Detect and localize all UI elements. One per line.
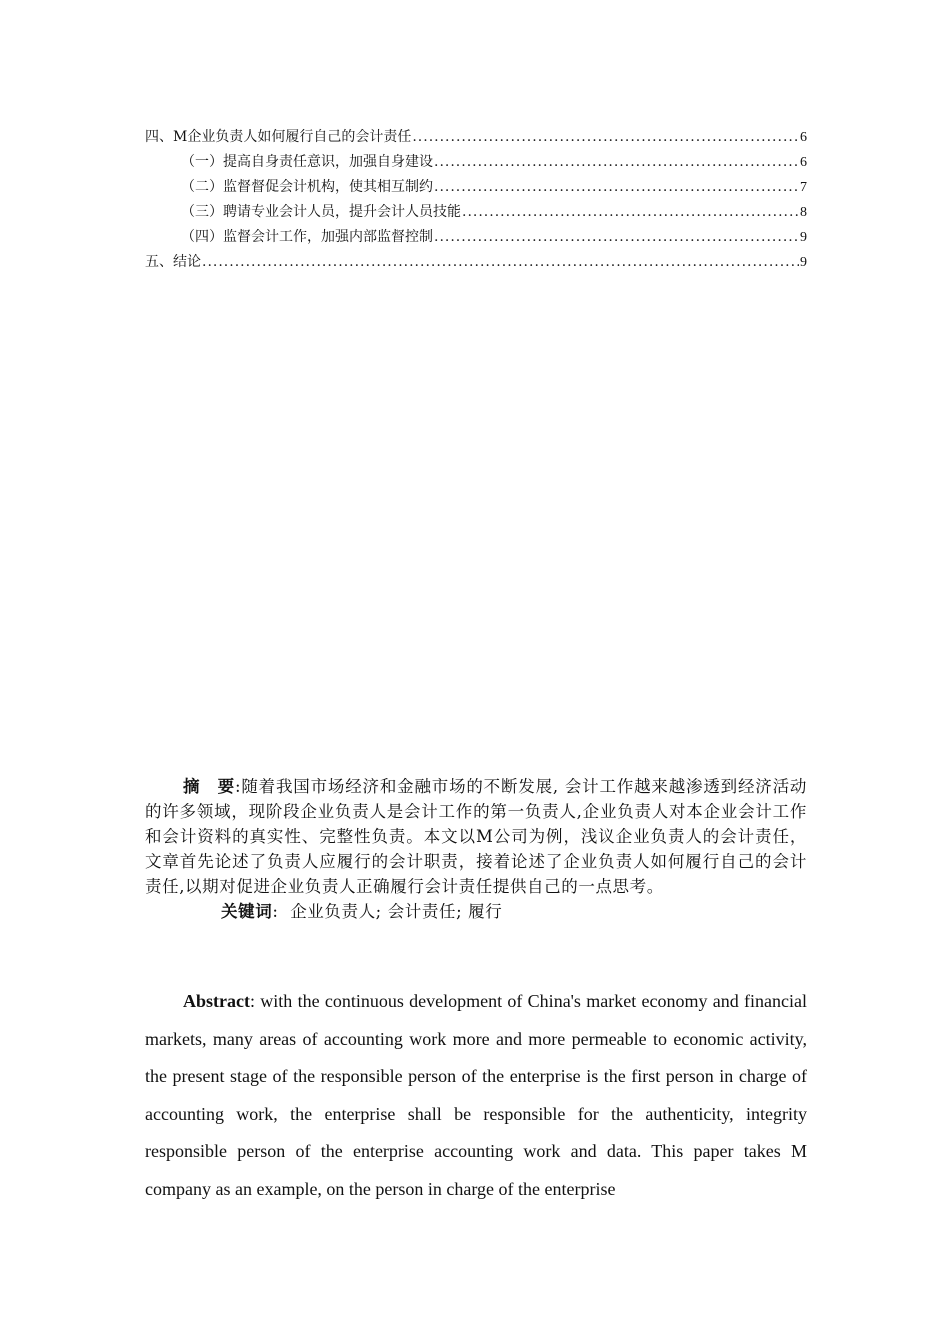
toc-entry-page: 9	[800, 230, 807, 245]
keywords-label: 关键词	[221, 902, 273, 921]
english-abstract-text: : with the continuous development of China's market economy and financial markets, many areas of accounting work more and more permeable to economic activity, the present stage of the responsible person of the enterprise is the first person in charge of accounting work, the enterprise shall be responsible for the authenticity, integrity responsible person of the enterprise accounting work and data. This paper takes M company as an example, on the person in charge of the enterprise	[145, 991, 807, 1199]
toc-entry-page: 6	[800, 130, 807, 145]
toc-leader-dots	[434, 175, 799, 200]
chinese-abstract	[145, 774, 807, 924]
keywords-text: 企业负责人; 会计责任; 履行	[290, 902, 503, 921]
toc-entry-page: 7	[800, 180, 807, 195]
toc-leader-dots	[412, 125, 799, 150]
keywords-line	[145, 899, 807, 924]
toc-leader-dots	[434, 225, 799, 250]
keywords-separator: :	[272, 902, 279, 921]
toc-entry[interactable]	[145, 125, 807, 150]
abstract-label: 摘 要	[183, 777, 235, 796]
toc-entry[interactable]	[145, 250, 807, 275]
toc-entry[interactable]	[145, 200, 807, 225]
toc-entry-page: 8	[800, 205, 807, 220]
chinese-abstract-paragraph	[145, 774, 807, 899]
table-of-contents	[145, 125, 807, 275]
english-abstract	[145, 983, 807, 1208]
toc-entry[interactable]	[145, 150, 807, 175]
toc-entry-page: 6	[800, 155, 807, 170]
toc-entry-title: （一）提高自身责任意识，加强自身建设	[181, 154, 433, 170]
toc-leader-dots	[434, 150, 799, 175]
toc-leader-dots	[202, 250, 799, 275]
toc-entry-title: （二）监督督促会计机构，使其相互制约	[181, 179, 433, 195]
toc-leader-dots	[462, 200, 799, 225]
english-abstract-label: Abstract	[183, 991, 250, 1011]
toc-entry-page: 9	[800, 255, 807, 270]
toc-entry-title: （三）聘请专业会计人员，提升会计人员技能	[181, 204, 461, 220]
toc-entry-title: 五、结论	[145, 254, 201, 270]
abstract-text: 随着我国市场经济和金融市场的不断发展, 会计工作越来越渗透到经济活动的许多领域，现阶段企业负责人是会计工作的第一负责人,企业负责人对本企业会计工作和会计资料的真实性、完整性负责。本文以M公司为例，浅议企业负责人的会计责任，文章首先论述了负责人应履行的会计职责，接着论述了企业负责人如何履行自己的会计责任,以期对促进企业负责人正确履行会计责任提供自己的一点思考。	[145, 777, 807, 896]
toc-entry-title: 四、M企业负责人如何履行自己的会计责任	[145, 129, 412, 145]
toc-entry-title: （四）监督会计工作，加强内部监督控制	[181, 229, 433, 245]
toc-entry[interactable]	[145, 225, 807, 250]
abstract-separator: :	[234, 777, 242, 796]
toc-entry[interactable]	[145, 175, 807, 200]
english-abstract-paragraph	[145, 983, 807, 1208]
